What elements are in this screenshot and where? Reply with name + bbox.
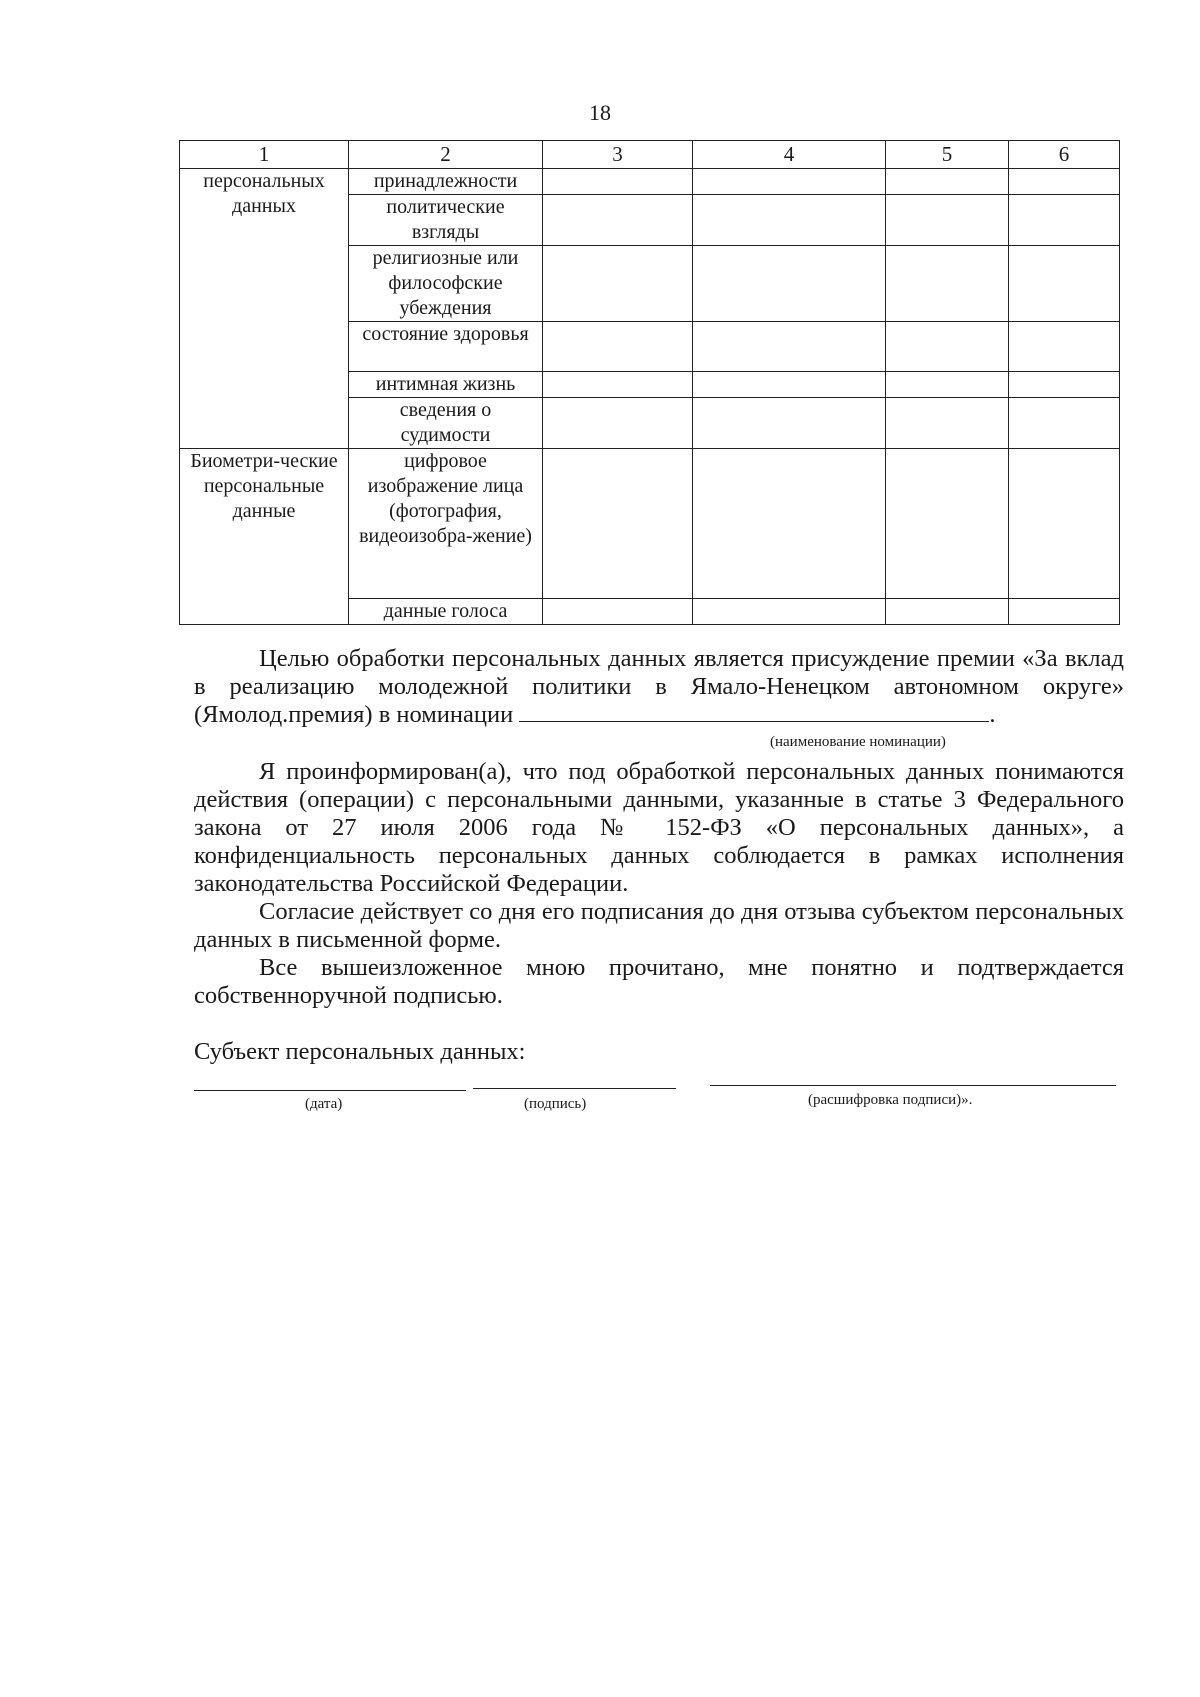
table-row <box>180 169 1120 195</box>
date-caption: (дата) <box>305 1096 343 1112</box>
nomination-caption: (наименование номинации) <box>770 734 946 750</box>
purpose-text: Целью обработки персональных данных является присуждение премии «За вклад в реализацию молодежной политики в Ямало-Ненецком автономном округе» (Ямолод.премия) в номинации <box>194 645 1124 728</box>
data-type-cell: сведения о судимости <box>349 398 543 449</box>
data-type-cell: религиозные или философские убеждения <box>349 246 543 322</box>
category-cell: персональных данных <box>180 169 349 449</box>
confirm-paragraph: Все вышеизложенное мною прочитано, мне понятно и подтверждается собственноручной подписью. <box>194 954 1124 1009</box>
data-type-cell: принадлежности <box>349 169 543 195</box>
column-header: 5 <box>886 141 1009 169</box>
signature-line[interactable] <box>473 1088 676 1089</box>
subject-label: Субъект персональных данных: <box>194 1038 526 1065</box>
column-header: 2 <box>349 141 543 169</box>
data-type-cell: интимная жизнь <box>349 372 543 398</box>
date-line[interactable] <box>194 1090 466 1091</box>
data-type-cell: цифровое изображение лица (фотография, видеоизобра-жение) <box>349 449 543 599</box>
purpose-paragraph <box>194 645 1124 729</box>
column-header: 3 <box>543 141 693 169</box>
nomination-blank[interactable] <box>519 701 989 722</box>
data-type-cell: состояние здоровья <box>349 322 543 372</box>
data-type-cell: политические взгляды <box>349 195 543 246</box>
personal-data-table <box>179 140 1120 625</box>
column-header: 6 <box>1009 141 1120 169</box>
category-cell: Биометри-ческие персональные данные <box>180 449 349 625</box>
page-number: 18 <box>589 100 611 125</box>
purpose-end: . <box>989 701 996 728</box>
signature-caption: (подпись) <box>524 1096 587 1112</box>
column-header: 4 <box>693 141 886 169</box>
data-type-cell: данные голоса <box>349 599 543 625</box>
transcript-line[interactable] <box>710 1085 1116 1086</box>
validity-paragraph: Согласие действует со дня его подписания до дня отзыва субъектом персональных данных в письменной форме. <box>194 898 1124 953</box>
table-row <box>180 449 1120 599</box>
column-header: 1 <box>180 141 349 169</box>
transcript-caption: (расшифровка подписи)». <box>808 1092 973 1108</box>
table-header-row <box>180 141 1120 169</box>
informed-paragraph: Я проинформирован(а), что под обработкой персональных данных понимаются действия (операции) с персональными данными, указанные в статье 3 Федерального закона от 27 июля 2006 года № 152-ФЗ «О персональных данных», а конфиденциальность персональных данных соблюдается в рамках исполнения законодательства Российской Федерации. <box>194 758 1124 897</box>
